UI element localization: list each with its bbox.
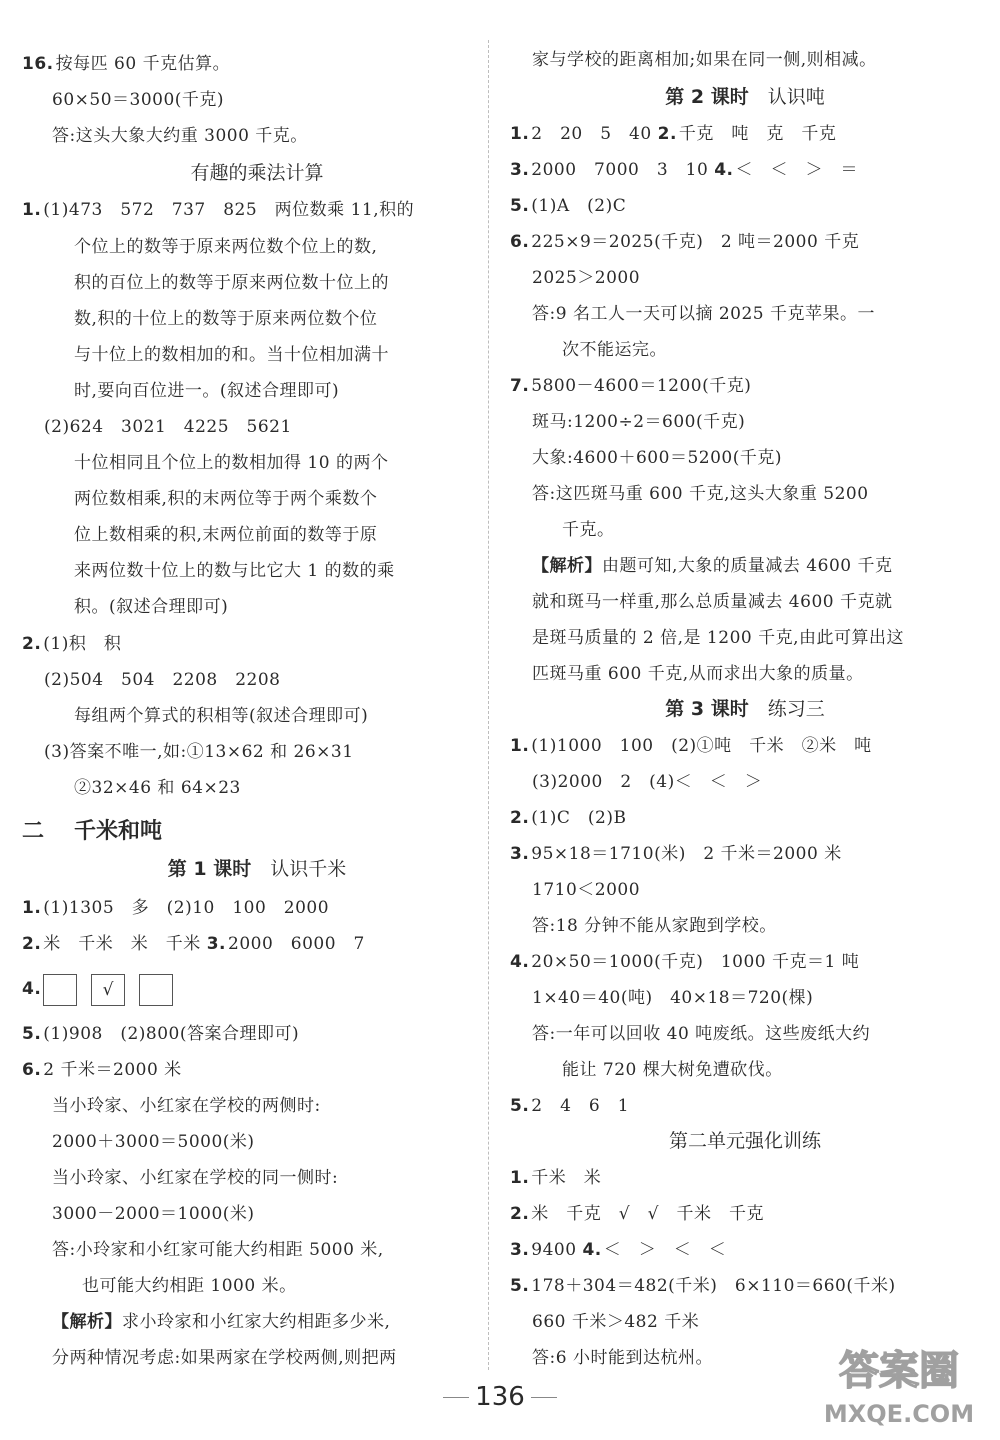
text-line: 时,要向百位进一。(叙述合理即可) <box>74 381 340 401</box>
text-line: 就和斑马一样重,那么总质量减去 4600 千克就 <box>532 592 893 612</box>
text-line: 斑马:1200÷2＝600(千克) <box>532 412 746 432</box>
fun-question-1: 1. (1)473 572 737 825 两位数乘 11,积的 <box>22 200 415 220</box>
text-line: (3)2000 2 (4)＜ ＜ ＞ <box>532 772 763 792</box>
lesson2-question-7: 7. 5800－4600＝1200(千克) <box>510 376 752 396</box>
text-line: 能让 720 棵大树免遭砍伐。 <box>562 1060 783 1080</box>
text-line: 数,积的十位上的数等于原来两位数个位 <box>74 309 378 329</box>
lesson2-question-1-2: 1. 2 20 5 40 2. 千克 吨 克 千克 <box>510 124 837 144</box>
text-line: ②32×46 和 64×23 <box>74 778 241 798</box>
text-line: (3)答案不唯一,如:①13×62 和 26×31 <box>44 742 354 762</box>
text-line: 当小玲家、小红家在学校的两侧时: <box>52 1096 321 1116</box>
text-line: 积。(叙述合理即可) <box>74 597 229 617</box>
lesson3-question-3: 3. 95×18＝1710(米) 2 千米＝2000 米 <box>510 844 842 864</box>
section-title-fun-multiplication: 有趣的乘法计算 <box>190 162 324 184</box>
text-line: 来两位数十位上的数与比它大 1 的数的乘 <box>74 561 395 581</box>
lesson3-question-2: 2. (1)C (2)B <box>510 808 627 828</box>
question-16: 16. 按每匹 60 千克估算。 <box>22 54 231 74</box>
text-line: 十位相同且个位上的数相加得 10 的两个 <box>74 453 389 473</box>
lesson-2-heading: 第 2 课时 认识吨 <box>665 86 825 108</box>
text-line: (2)504 504 2208 2208 <box>44 670 281 690</box>
text-line: 60×50＝3000(千克) <box>52 90 225 110</box>
drill-question-3-4: 3. 9400 4. ＜ ＞ ＜ ＜ <box>510 1240 727 1260</box>
text-line: 答:这匹斑马重 600 千克,这头大象重 5200 <box>532 484 869 504</box>
drill-question-1: 1. 千米 米 <box>510 1168 602 1188</box>
text-line: 匹斑马重 600 千克,从而求出大象的质量。 <box>532 664 864 684</box>
lesson2-question-6: 6. 225×9＝2025(千克) 2 吨＝2000 千克 <box>510 232 860 252</box>
analysis-tag: 【解析】 <box>532 556 602 576</box>
watermark-text-url: MXQE.COM <box>823 1400 975 1428</box>
text-line: 1710＜2000 <box>532 880 641 900</box>
lesson-3-heading: 第 3 课时 练习三 <box>665 698 825 720</box>
fun-question-2: 2. (1)积 积 <box>22 634 122 654</box>
lesson2-question-3-4: 3. 2000 7000 3 10 4. ＜ ＜ ＞ ＝ <box>510 160 858 180</box>
text-line: 次不能运完。 <box>562 340 667 360</box>
analysis-line: 【解析】由题可知,大象的质量减去 4600 千克 <box>532 556 893 576</box>
text-line: (2)624 3021 4225 5621 <box>44 417 292 437</box>
drill-question-2: 2. 米 千克 √ √ 千米 千克 <box>510 1204 764 1224</box>
left-column <box>22 0 492 1385</box>
right-column <box>510 0 980 1385</box>
text-line: 答:一年可以回收 40 吨废纸。这些废纸大约 <box>532 1024 871 1044</box>
text-line: 两位数相乘,积的末两位等于两个乘数个 <box>74 489 378 509</box>
text-line: 当小玲家、小红家在学校的同一侧时: <box>52 1168 339 1188</box>
text-line: 积的百位上的数等于原来两位数十位上的 <box>74 273 389 293</box>
text-line: 答:这头大象大约重 3000 千克。 <box>52 126 308 146</box>
lesson1-question-5: 5. (1)908 (2)800(答案合理即可) <box>22 1024 300 1044</box>
answer-box-checked: √ <box>91 974 125 1006</box>
text-line: 660 千米＞482 千米 <box>532 1312 700 1332</box>
lesson1-question-4: 4. √ <box>22 972 187 1006</box>
text-line: 1×40＝40(吨) 40×18＝720(棵) <box>532 988 814 1008</box>
continued-line: 家与学校的距离相加;如果在同一侧,则相减。 <box>532 50 877 70</box>
text-line: 3000－2000＝1000(米) <box>52 1204 255 1224</box>
lesson3-question-1: 1. (1)1000 100 (2)①吨 千米 ②米 吨 <box>510 736 872 756</box>
text-line: 2025＞2000 <box>532 268 641 288</box>
drill-question-5: 5. 178＋304＝482(千米) 6×110＝660(千米) <box>510 1276 896 1296</box>
answer-box <box>43 974 77 1006</box>
text-line: 个位上的数等于原来两位数个位上的数, <box>74 237 378 257</box>
text-line: 也可能大约相距 1000 米。 <box>82 1276 297 1296</box>
text-line: 答:小玲家和小红家可能大约相距 5000 米, <box>52 1240 384 1260</box>
watermark-text-cn: 答案圈 <box>839 1348 959 1394</box>
lesson1-question-6: 6. 2 千米＝2000 米 <box>22 1060 182 1080</box>
watermark-logo <box>804 1332 994 1432</box>
text-line: 答:9 名工人一天可以摘 2025 千克苹果。一 <box>532 304 876 324</box>
lesson1-question-2-3: 2. 米 千米 米 千米 3. 2000 6000 7 <box>22 934 365 954</box>
answer-box <box>139 974 173 1006</box>
text-line: 大象:4600＋600＝5200(千克) <box>532 448 782 468</box>
lesson3-question-5: 5. 2 4 6 1 <box>510 1096 630 1116</box>
page-number: 136 <box>0 1382 1000 1412</box>
text-line: 是斑马质量的 2 倍,是 1200 千克,由此可算出这 <box>532 628 905 648</box>
text-line: 答:18 分钟不能从家跑到学校。 <box>532 916 777 936</box>
analysis-line: 【解析】求小玲家和小红家大约相距多少米, <box>52 1312 391 1332</box>
lesson1-question-1: 1. (1)1305 多 (2)10 100 2000 <box>22 898 330 918</box>
text-line: 位上数相乘的积,末两位前面的数等于原 <box>74 525 378 545</box>
unit-heading: 二 千米和吨 <box>22 819 163 844</box>
text-line: 千克。 <box>562 520 615 540</box>
lesson3-question-4: 4. 20×50＝1000(千克) 1000 千克＝1 吨 <box>510 952 860 972</box>
text-line: 答:6 小时能到达杭州。 <box>532 1348 713 1368</box>
text-line: 2000＋3000＝5000(米) <box>52 1132 255 1152</box>
text-line: 与十位上的数相加的和。当十位相加满十 <box>74 345 389 365</box>
text-line: 分两种情况考虑:如果两家在学校两侧,则把两 <box>52 1348 397 1368</box>
text-line: 每组两个算式的积相等(叙述合理即可) <box>74 706 369 726</box>
lesson2-question-5: 5. (1)A (2)C <box>510 196 627 216</box>
lesson-1-heading: 第 1 课时 认识千米 <box>167 858 347 880</box>
analysis-tag: 【解析】 <box>52 1312 122 1332</box>
section-title-unit2-drill: 第二单元强化训练 <box>668 1130 821 1152</box>
